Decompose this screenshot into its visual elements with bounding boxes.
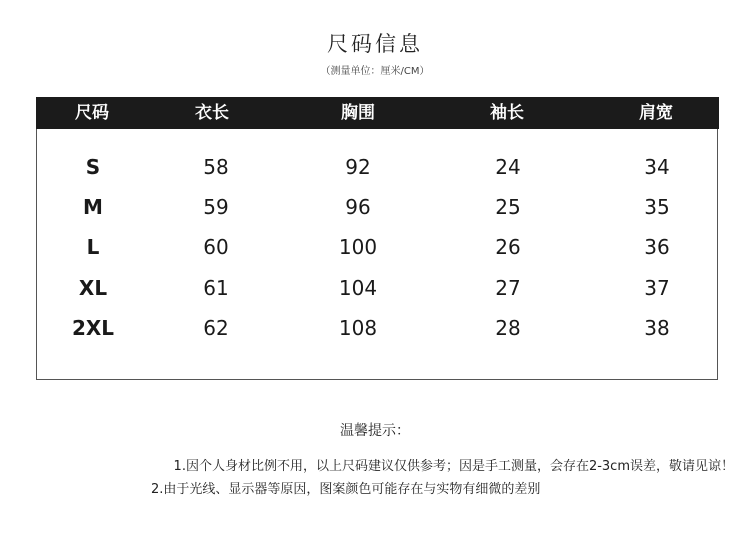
header-size: 尺码 <box>75 103 109 123</box>
sleeve-cell: 26 <box>495 235 521 259</box>
tips-title: 温馨提示： <box>340 423 410 439</box>
chest-cell: 104 <box>338 276 378 300</box>
shoulder-cell: 35 <box>644 195 670 219</box>
length-cell: 62 <box>203 316 229 340</box>
length-cell: 61 <box>203 276 229 300</box>
table-row <box>0 192 750 222</box>
header-chest: 胸围 <box>341 103 375 123</box>
header-length: 衣长 <box>195 103 229 123</box>
sleeve-cell: 25 <box>495 195 521 219</box>
shoulder-cell: 37 <box>644 276 670 300</box>
size-cell: L <box>86 235 100 259</box>
shoulder-cell: 36 <box>644 235 670 259</box>
length-cell: 60 <box>203 235 229 259</box>
size-cell: S <box>85 155 101 179</box>
size-cell: 2XL <box>71 316 115 340</box>
table-row <box>0 273 750 303</box>
table-row <box>0 313 750 343</box>
tips-note-2: 2.由于光线、显示器等原因，图案颜色可能存在与实物有细微的差别 <box>151 482 541 497</box>
size-table-header <box>36 97 719 129</box>
sleeve-cell: 24 <box>495 155 521 179</box>
sleeve-cell: 28 <box>495 316 521 340</box>
header-shoulder: 肩宽 <box>639 103 673 123</box>
chest-cell: 100 <box>338 235 378 259</box>
unit-subtitle: （测量单位：厘米/CM） <box>320 66 430 77</box>
tips-note-1: 1.因个人身材比例不用，以上尺码建议仅供参考；因是手工测量，会存在2-3cm误差，敬请见谅！ <box>173 459 734 474</box>
length-cell: 58 <box>203 155 229 179</box>
table-row <box>0 232 750 262</box>
chest-cell: 96 <box>345 195 371 219</box>
table-row <box>0 152 750 182</box>
length-cell: 59 <box>203 195 229 219</box>
sleeve-cell: 27 <box>495 276 521 300</box>
size-cell: XL <box>78 276 108 300</box>
size-cell: M <box>83 195 103 219</box>
chest-cell: 92 <box>345 155 371 179</box>
chest-cell: 108 <box>338 316 378 340</box>
shoulder-cell: 34 <box>644 155 670 179</box>
header-sleeve: 袖长 <box>490 103 524 123</box>
page-title: 尺码信息 <box>327 32 423 56</box>
shoulder-cell: 38 <box>644 316 670 340</box>
